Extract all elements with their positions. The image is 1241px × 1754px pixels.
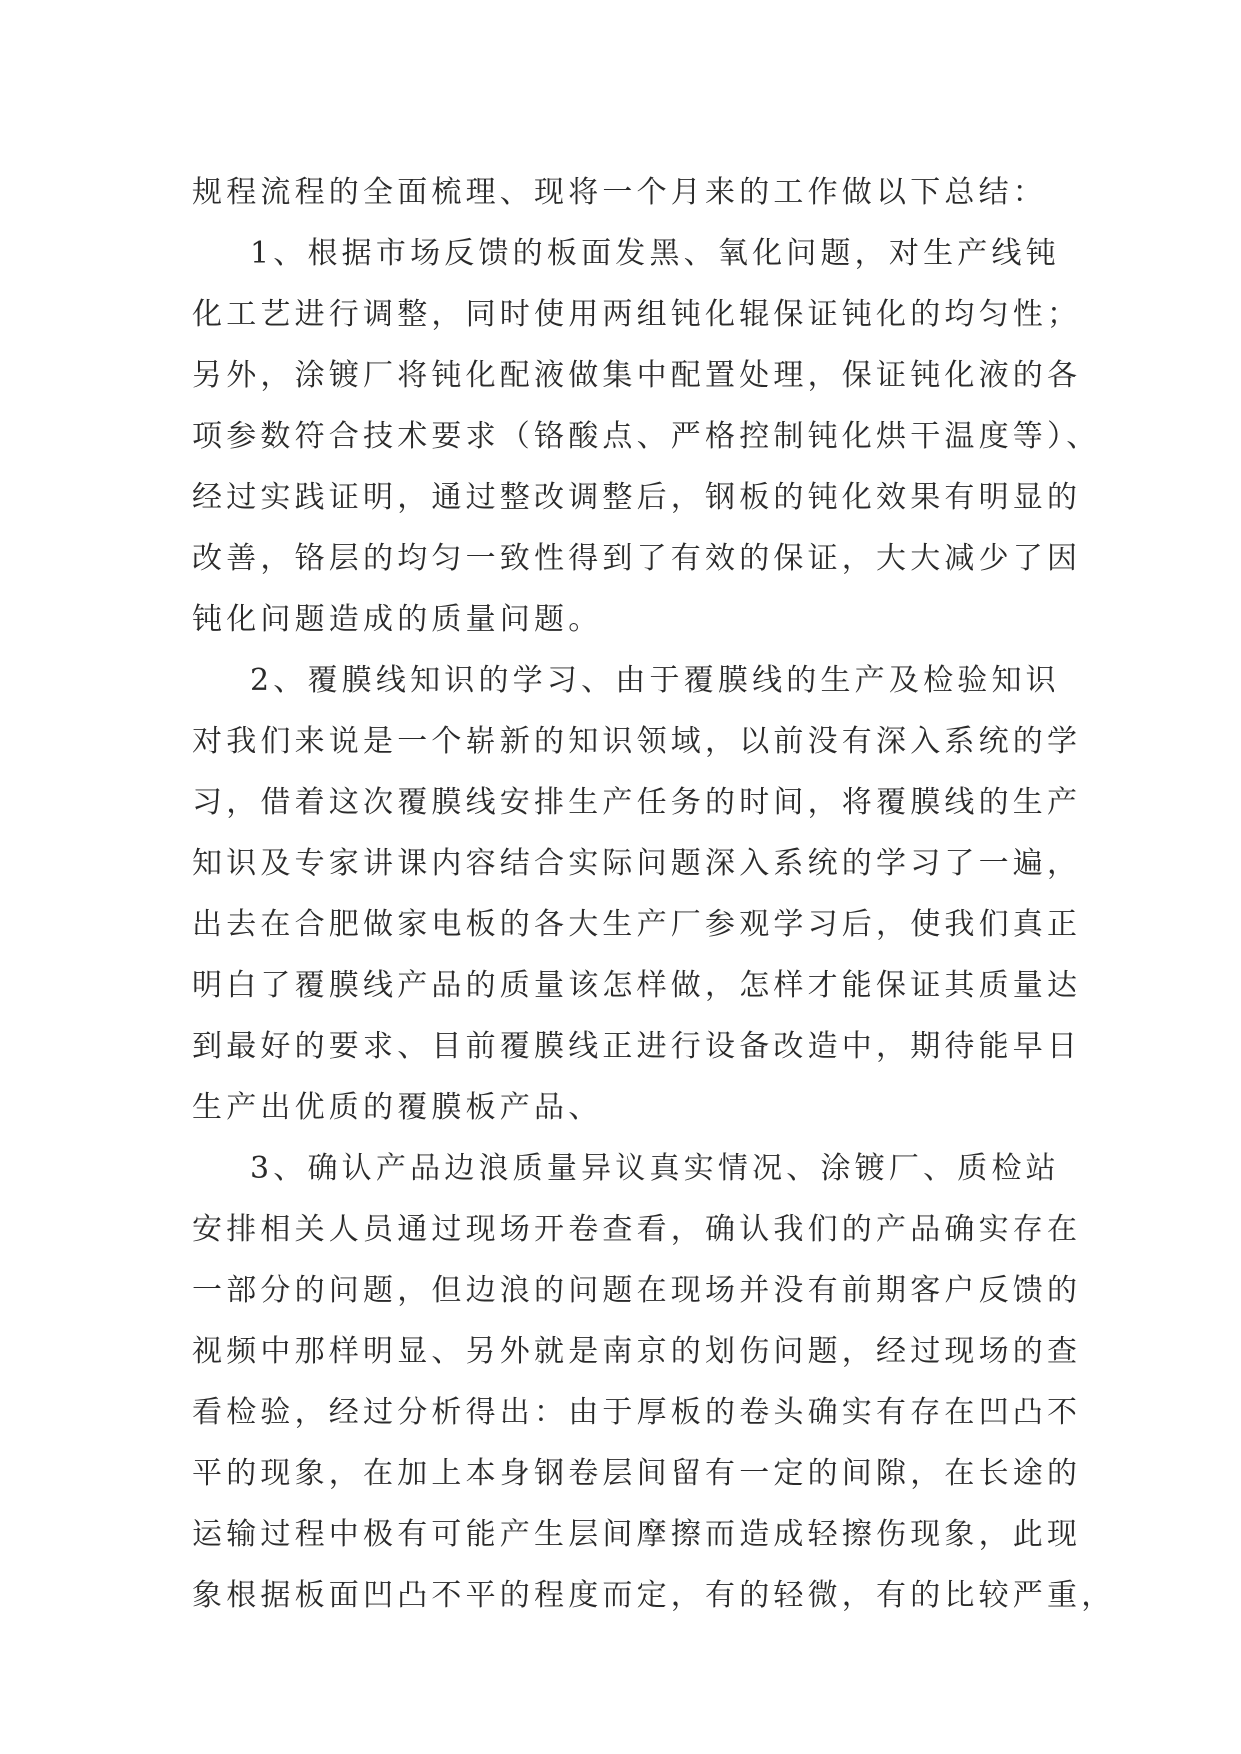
- text-line: 规程流程的全面梳理、现将一个月来的工作做以下总结：: [192, 175, 1047, 210]
- text-line: 象根据板面凹凸不平的程度而定，有的轻微，有的比较严重，: [192, 1578, 1116, 1613]
- text-line: 平的现象，在加上本身钢卷层间留有一定的间隙，在长途的: [192, 1456, 1082, 1491]
- text-line: 一部分的问题，但边浪的问题在现场并没有前期客户反馈的: [192, 1273, 1082, 1308]
- text-line: 出去在合肥做家电板的各大生产厂参观学习后，使我们真正: [192, 907, 1082, 942]
- paragraph-3-start: 3、确认产品边浪质量异议真实情况、涂镀厂、质检站: [250, 1151, 1060, 1186]
- text-line: 对我们来说是一个崭新的知识领域，以前没有深入系统的学: [192, 724, 1082, 759]
- text-line: 明白了覆膜线产品的质量该怎样做，怎样才能保证其质量达: [192, 968, 1082, 1003]
- text-line: 另外，涂镀厂将钝化配液做集中配置处理，保证钝化液的各: [192, 358, 1082, 393]
- text-line: 钝化问题造成的质量问题。: [192, 602, 603, 637]
- body-text: [192, 162, 1116, 1626]
- text-line: 看检验，经过分析得出：由于厚板的卷头确实有存在凹凸不: [192, 1395, 1082, 1430]
- text-line: 运输过程中极有可能产生层间摩擦而造成轻擦伤现象，此现: [192, 1517, 1082, 1552]
- text-line: 安排相关人员通过现场开卷查看，确认我们的产品确实存在: [192, 1212, 1082, 1247]
- text-line: 知识及专家讲课内容结合实际问题深入系统的学习了一遍，: [192, 846, 1082, 881]
- text-line: 到最好的要求、目前覆膜线正进行设备改造中，期待能早日: [192, 1029, 1082, 1064]
- text-line: 习，借着这次覆膜线安排生产任务的时间，将覆膜线的生产: [192, 785, 1082, 820]
- text-line: 化工艺进行调整，同时使用两组钝化辊保证钝化的均匀性；: [192, 297, 1082, 332]
- text-line: 改善，铬层的均匀一致性得到了有效的保证，大大减少了因: [192, 541, 1082, 576]
- paragraph-1-start: 1、根据市场反馈的板面发黑、氧化问题，对生产线钝: [250, 236, 1060, 271]
- text-line: 视频中那样明显、另外就是南京的划伤问题，经过现场的查: [192, 1334, 1082, 1369]
- text-line: 经过实践证明，通过整改调整后，钢板的钝化效果有明显的: [192, 480, 1082, 515]
- text-line: 项参数符合技术要求（铬酸点、严格控制钝化烘干温度等）、: [192, 419, 1101, 454]
- paragraph-2-start: 2、覆膜线知识的学习、由于覆膜线的生产及检验知识: [250, 663, 1060, 698]
- text-line: 生产出优质的覆膜板产品、: [192, 1090, 603, 1125]
